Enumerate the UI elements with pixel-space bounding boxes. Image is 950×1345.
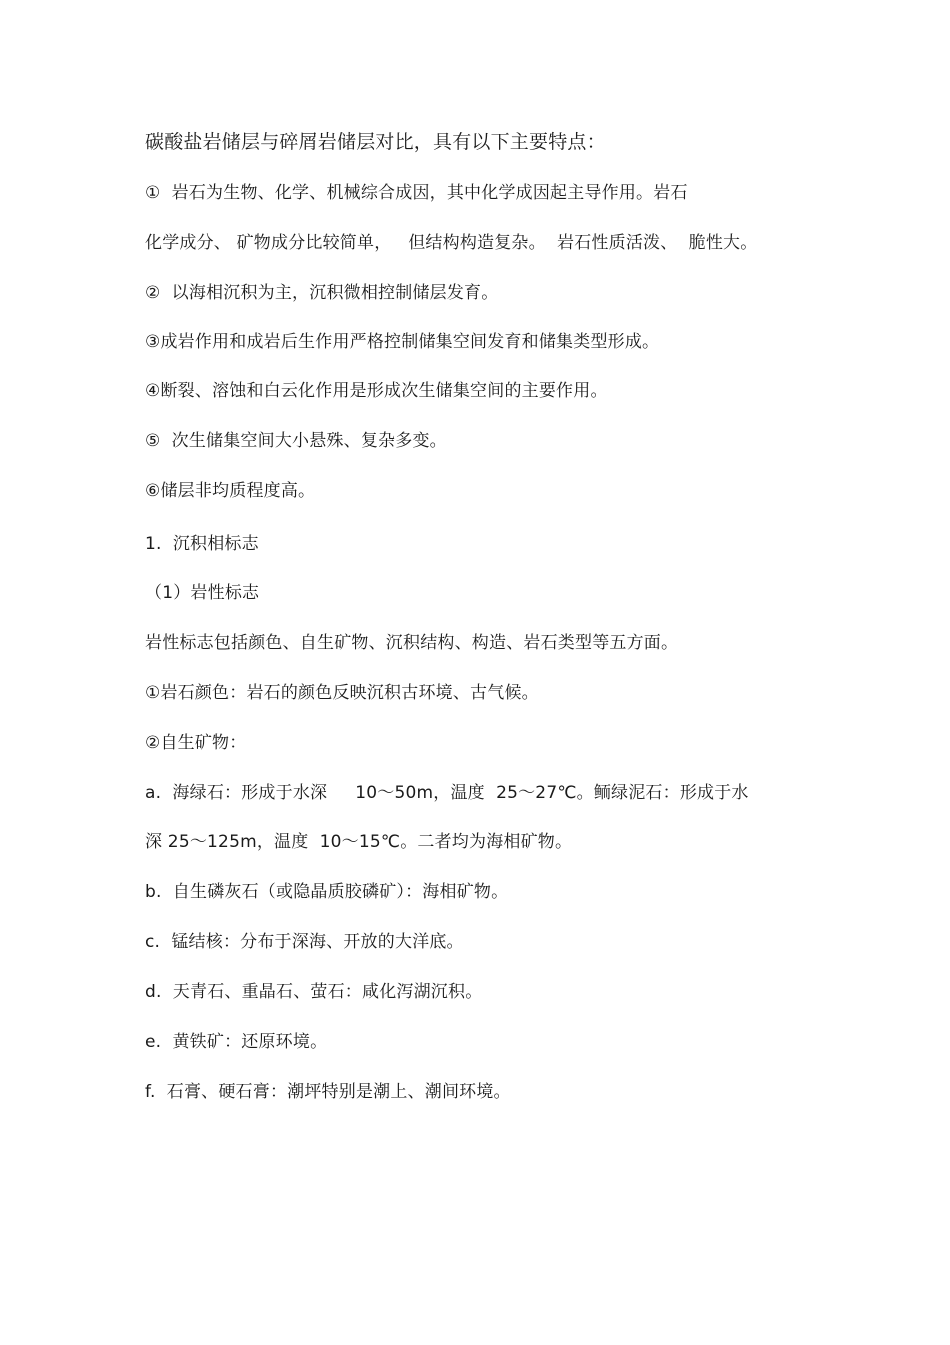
text-line: b. 自生磷灰石（或隐晶质胶磷矿）：海相矿物。: [145, 882, 509, 902]
text-line: ① 岩石为生物、化学、机械综合成因，其中化学成因起主导作用。岩石: [145, 183, 688, 203]
text-line: ② 以海相沉积为主，沉积微相控制储层发育。: [145, 283, 499, 303]
text-line: ②自生矿物：: [145, 733, 247, 753]
text-line: d. 天青石、重晶石、萤石：咸化泻湖沉积。: [145, 982, 483, 1002]
subsection-heading: （1）岩性标志: [145, 583, 260, 603]
text-line: 岩性标志包括颜色、自生矿物、沉积结构、构造、岩石类型等五方面。: [145, 633, 679, 653]
text-line: ③成岩作用和成岩后生作用严格控制储集空间发育和储集类型形成。: [145, 332, 660, 352]
text-line: a. 海绿石：形成于水深 10～50m，温度 25～27℃。鲕绿泥石：形成于水: [145, 783, 749, 803]
document-title: 碳酸盐岩储层与碎屑岩储层对比，具有以下主要特点：: [145, 131, 606, 153]
text-line: 化学成分、 矿物成分比较简单， 但结构构造复杂。 岩石性质活泼、 脆性大。: [145, 233, 758, 253]
text-line: ⑤ 次生储集空间大小悬殊、复杂多变。: [145, 431, 447, 451]
text-line: c. 锰结核：分布于深海、开放的大洋底。: [145, 932, 464, 952]
text-line: e. 黄铁矿：还原环境。: [145, 1032, 328, 1052]
section-heading: 1. 沉积相标志: [145, 534, 259, 554]
text-line: 深 25～125m，温度 10～15℃。二者均为海相矿物。: [145, 832, 573, 852]
text-line: ⑥储层非均质程度高。: [145, 481, 316, 501]
text-line: f. 石膏、硬石膏：潮坪特别是潮上、潮间环境。: [145, 1082, 511, 1102]
text-line: ④断裂、溶蚀和白云化作用是形成次生储集空间的主要作用。: [145, 381, 608, 401]
text-line: ①岩石颜色：岩石的颜色反映沉积古环境、古气候。: [145, 683, 539, 703]
